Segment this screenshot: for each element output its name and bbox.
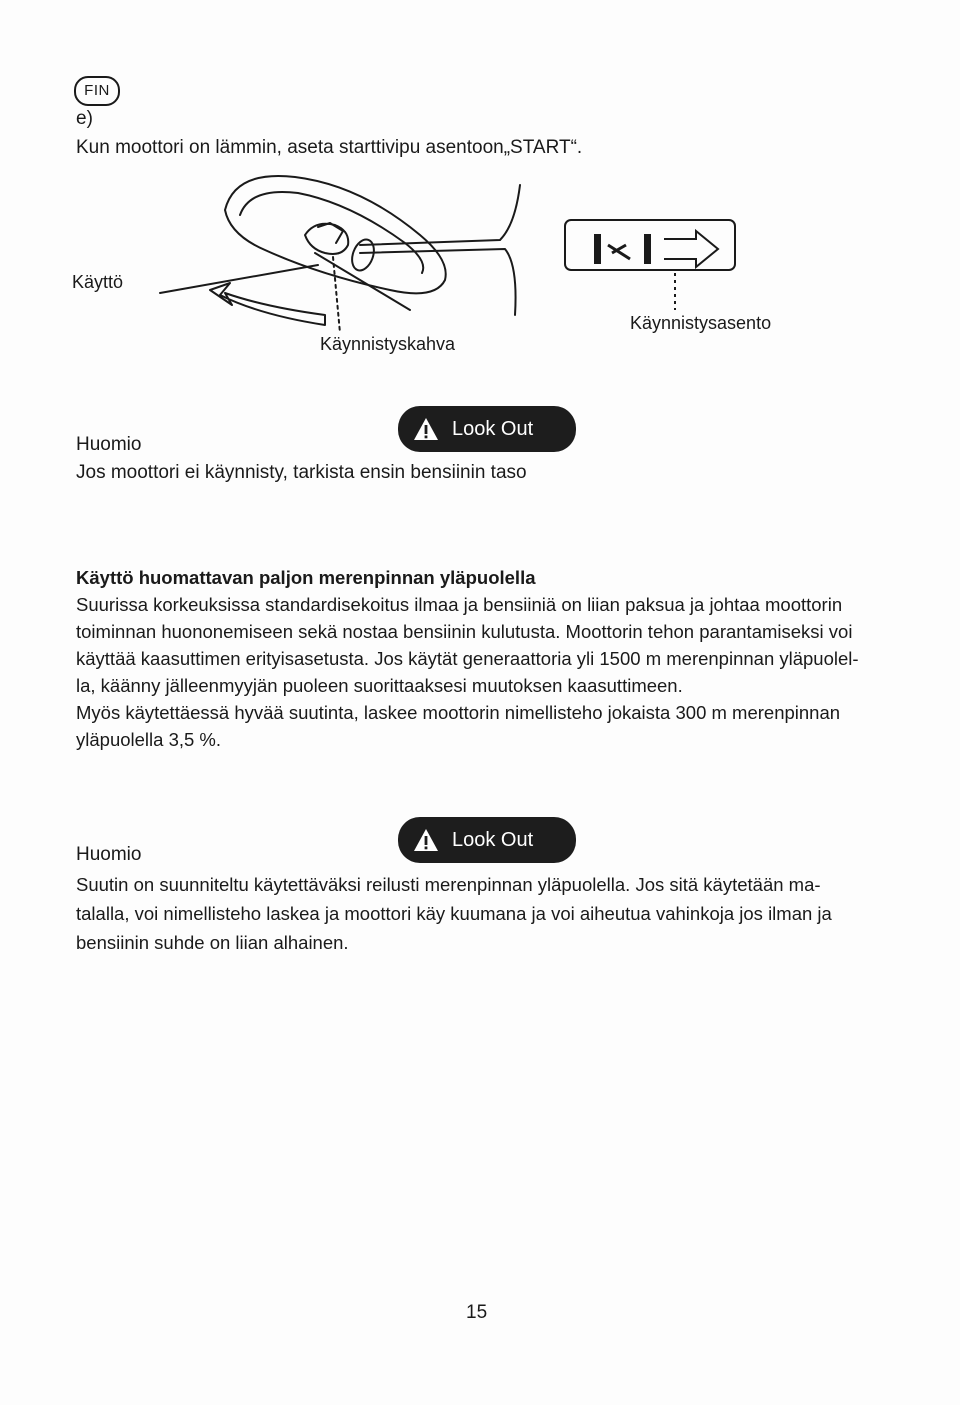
warning-triangle-icon bbox=[412, 827, 440, 853]
note-text bbox=[76, 870, 886, 957]
lookout-label: Look Out bbox=[452, 417, 534, 440]
step-label: e) bbox=[76, 108, 93, 129]
note-line: Suutin on suunniteltu käytettäväksi reilusti merenpinnan yläpuolella. Jos sitä käytetään ma- bbox=[76, 874, 821, 895]
language-badge: FIN bbox=[74, 76, 120, 106]
note-line: bensiinin suhde on liian alhainen. bbox=[76, 932, 349, 953]
step-instruction: Kun moottori on lämmin, aseta starttivipu asentoon„START“. bbox=[76, 137, 583, 158]
lookout-badge bbox=[398, 406, 576, 452]
pull-arrow-icon bbox=[210, 283, 325, 325]
paragraph-line: yläpuolella 3,5 %. bbox=[76, 729, 222, 750]
paragraph-line: Myös käytettäessä hyvää suutinta, laskee moottorin nimellisteho jokaista 300 m merenpinnan bbox=[76, 702, 841, 723]
lookout-label: Look Out bbox=[452, 828, 534, 851]
paragraph-line: käyttää kaasuttimen erityisasetusta. Jos käytät generaattoria yli 1500 m merenpinnan yläpuolel- bbox=[76, 648, 859, 669]
section-heading: Käyttö huomattavan paljon merenpinnan yläpuolella bbox=[76, 567, 536, 588]
note-title: Huomio bbox=[76, 844, 142, 865]
paragraph-line: la, käänny jälleenmyyjän puoleen suorittaaksesi muutoksen kaasuttimeen. bbox=[76, 675, 683, 696]
note-title: Huomio bbox=[76, 434, 142, 455]
page-number: 15 bbox=[466, 1302, 488, 1323]
start-position-icon bbox=[565, 220, 735, 310]
lookout-badge bbox=[398, 817, 576, 863]
note-text: Jos moottori ei käynnisty, tarkista ensin bensiinin taso bbox=[76, 462, 527, 483]
label-start-position: Käynnistysasento bbox=[630, 313, 772, 333]
paragraph-line: toiminnan huononemiseen sekä nostaa bensiinin kulutusta. Moottorin tehon parantamiseksi voi bbox=[76, 621, 853, 642]
label-use: Käyttö bbox=[72, 272, 124, 292]
warning-triangle-icon bbox=[412, 416, 440, 442]
note-line: talalla, voi nimellisteho laskea ja moottori käy kuumana ja voi aiheutua vahinkoja jos ilman ja bbox=[76, 903, 832, 924]
altitude-section bbox=[76, 564, 886, 753]
pointer-line-use bbox=[160, 265, 318, 293]
handle-grip bbox=[305, 224, 348, 254]
handle-inner bbox=[240, 192, 423, 273]
starter-cable bbox=[360, 185, 520, 245]
pointer-line-pull bbox=[315, 253, 410, 310]
handle-knob bbox=[348, 237, 378, 274]
label-starter-handle: Käynnistyskahva bbox=[320, 334, 456, 354]
paragraph-line: Suurissa korkeuksissa standardisekoitus ilmaa ja bensiiniä on liian paksua ja johtaa moottorin bbox=[76, 594, 843, 615]
